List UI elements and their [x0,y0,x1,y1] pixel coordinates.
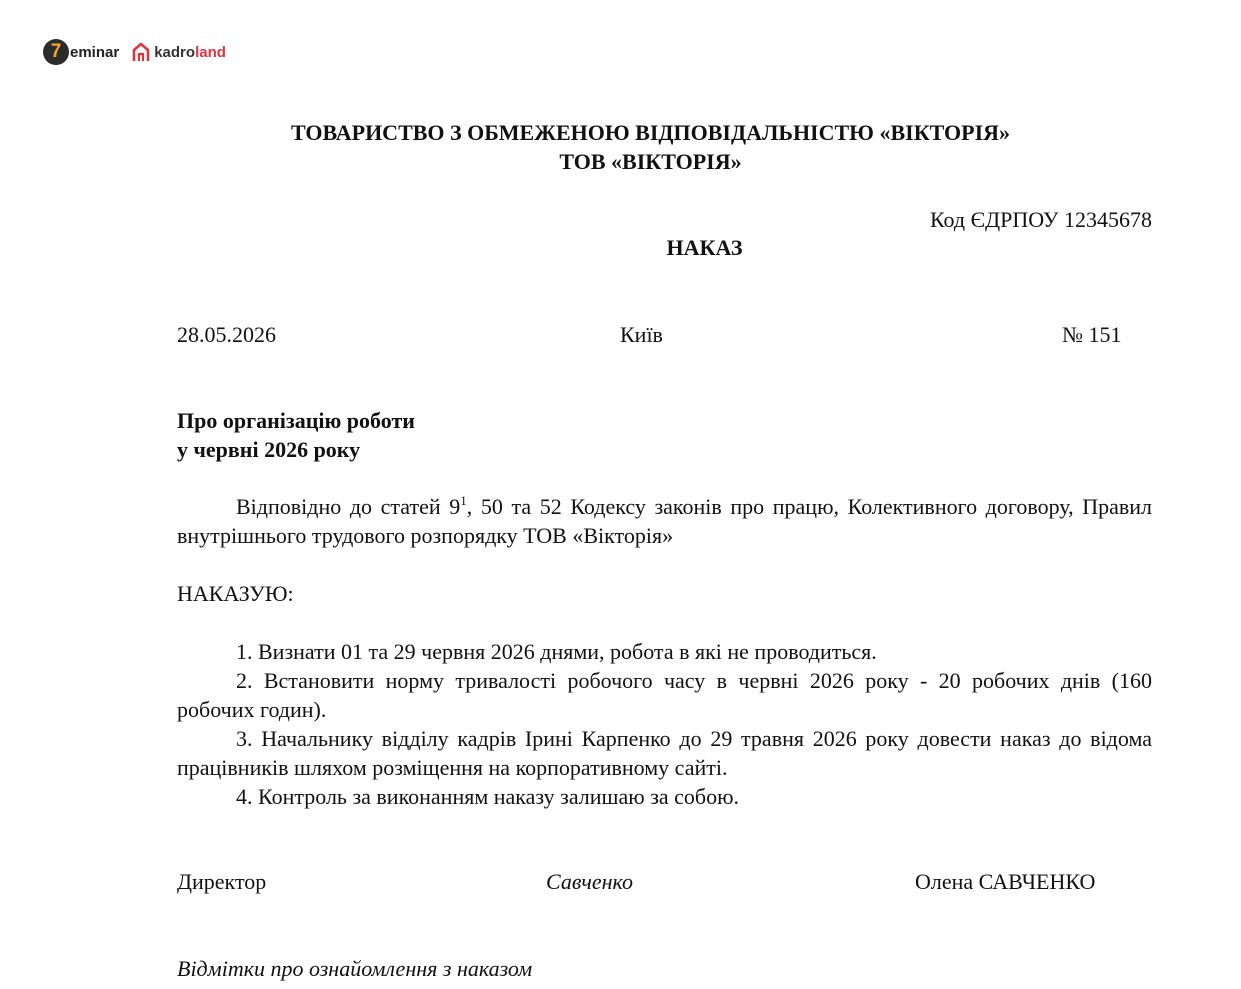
legal-basis-superscript: 1 [460,493,467,508]
order-word: НАКАЗУЮ: [177,581,294,606]
kadroland-logo [131,41,226,63]
signatory-name: Олена САВЧЕНКО [915,869,1096,894]
seminar-logo-text: eminar [70,43,120,61]
order-item-3: 3. Начальнику відділу кадрів Ірині Карпенко до 29 травня 2026 року довести наказ до відома працівників шляхом розміщення на корпоративному сайті. [177,726,1152,780]
organization-full-name: ТОВАРИСТВО З ОБМЕЖЕНОЮ ВІДПОВІДАЛЬНІСТЮ «ВІКТОРІЯ» [290,120,1011,145]
organization-short-name: ТОВ «ВІКТОРІЯ» [559,149,742,174]
order-number: № 151 [1062,322,1122,347]
order-city: Київ [620,322,663,347]
order-items [177,637,1152,811]
logos [43,39,226,65]
legal-basis-part2: , 50 та 52 Кодексу законів про працю, Колективного договору, Правил внутрішнього трудового розпорядку ТОВ «Вікторія» [177,494,1152,548]
kadroland-text-part2: land [195,43,226,61]
signature: Савченко [546,869,634,894]
seminar-logo [43,39,119,65]
legal-basis-paragraph [177,492,1152,550]
order-item-4: 4. Контроль за виконанням наказу залишаю за собою. [236,784,740,809]
legal-basis-part1: Відповідно до статей 9 [236,494,461,519]
acknowledgement-note: Відмітки про ознайомлення з наказом [177,956,533,981]
kadroland-text-part1: kadro [154,43,196,61]
kadroland-house-icon [131,41,151,63]
document-type-title: НАКАЗ [666,235,743,260]
subject-line-2: у червні 2026 року [177,437,361,462]
edrpou-code: Код ЄДРПОУ 12345678 [929,207,1152,232]
seminar-seven-badge: 7 [43,39,69,65]
subject-line-1: Про організацію роботи [177,408,415,433]
order-item-2: 2. Встановити норму тривалості робочого часу в червні 2026 року - 20 робочих днів (160 робочих годин). [177,668,1152,722]
order-item-1: 1. Визнати 01 та 29 червня 2026 днями, робота в які не проводиться. [236,639,877,664]
order-date: 28.05.2026 [177,322,276,347]
signatory-position: Директор [177,869,267,894]
